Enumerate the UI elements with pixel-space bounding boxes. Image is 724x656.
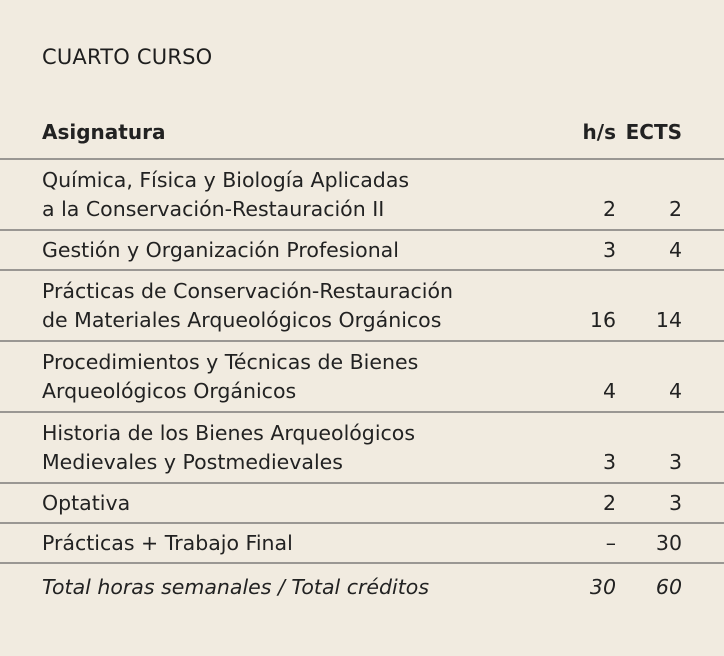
total-row [0, 564, 724, 614]
credits-cell: 3 [668, 491, 682, 515]
table-row [0, 160, 724, 231]
table-row [0, 271, 724, 342]
subject-line: Medievales y Postmedievales [42, 450, 343, 474]
subject-line: Prácticas de Conservación-Restauración [42, 279, 454, 303]
header-subject: Asignatura [42, 120, 166, 144]
hours-cell: 2 [602, 197, 616, 221]
subject-line: Arqueológicos Orgánicos [42, 379, 297, 403]
hours-cell: 3 [602, 238, 616, 262]
table-row [0, 342, 724, 413]
subject-name [42, 529, 293, 558]
course-table [0, 106, 724, 614]
subject-name [42, 348, 418, 406]
credits-cell: 2 [668, 197, 682, 221]
credits-cell: 4 [668, 379, 682, 403]
hours-cell: 3 [602, 450, 616, 474]
hours-cell: – [605, 531, 616, 555]
subject-name [42, 419, 415, 477]
credits-cell: 4 [668, 238, 682, 262]
subject-line: Gestión y Organización Profesional [42, 238, 399, 262]
subject-line: Historia de los Bienes Arqueológicos [42, 421, 416, 445]
subject-name [42, 489, 130, 518]
subject-line: a la Conservación-Restauración II [42, 197, 385, 221]
subject-line: Optativa [42, 491, 131, 515]
table-row [0, 413, 724, 484]
total-label: Total horas semanales / Total créditos [42, 575, 429, 599]
credits-cell: 3 [668, 450, 682, 474]
total-credits: 60 [655, 575, 682, 599]
subject-line: Procedimientos y Técnicas de Bienes [42, 350, 419, 374]
hours-cell: 16 [589, 308, 616, 332]
total-hours: 30 [589, 575, 616, 599]
hours-cell: 4 [602, 379, 616, 403]
subject-line: Prácticas + Trabajo Final [42, 531, 293, 555]
table-row [0, 231, 724, 271]
table-row [0, 524, 724, 564]
subject-name [42, 277, 453, 335]
hours-cell: 2 [602, 491, 616, 515]
credits-cell: 30 [655, 531, 682, 555]
credits-cell: 14 [655, 308, 682, 332]
header-hours: h/s [582, 120, 616, 144]
subject-line: de Materiales Arqueológicos Orgánicos [42, 308, 442, 332]
section-title: CUARTO CURSO [42, 45, 213, 69]
subject-name [42, 236, 399, 265]
table-row [0, 484, 724, 524]
header-credits: ECTS [625, 120, 682, 144]
table-header [0, 106, 724, 160]
subject-name [42, 166, 409, 224]
subject-line: Química, Física y Biología Aplicadas [42, 168, 410, 192]
